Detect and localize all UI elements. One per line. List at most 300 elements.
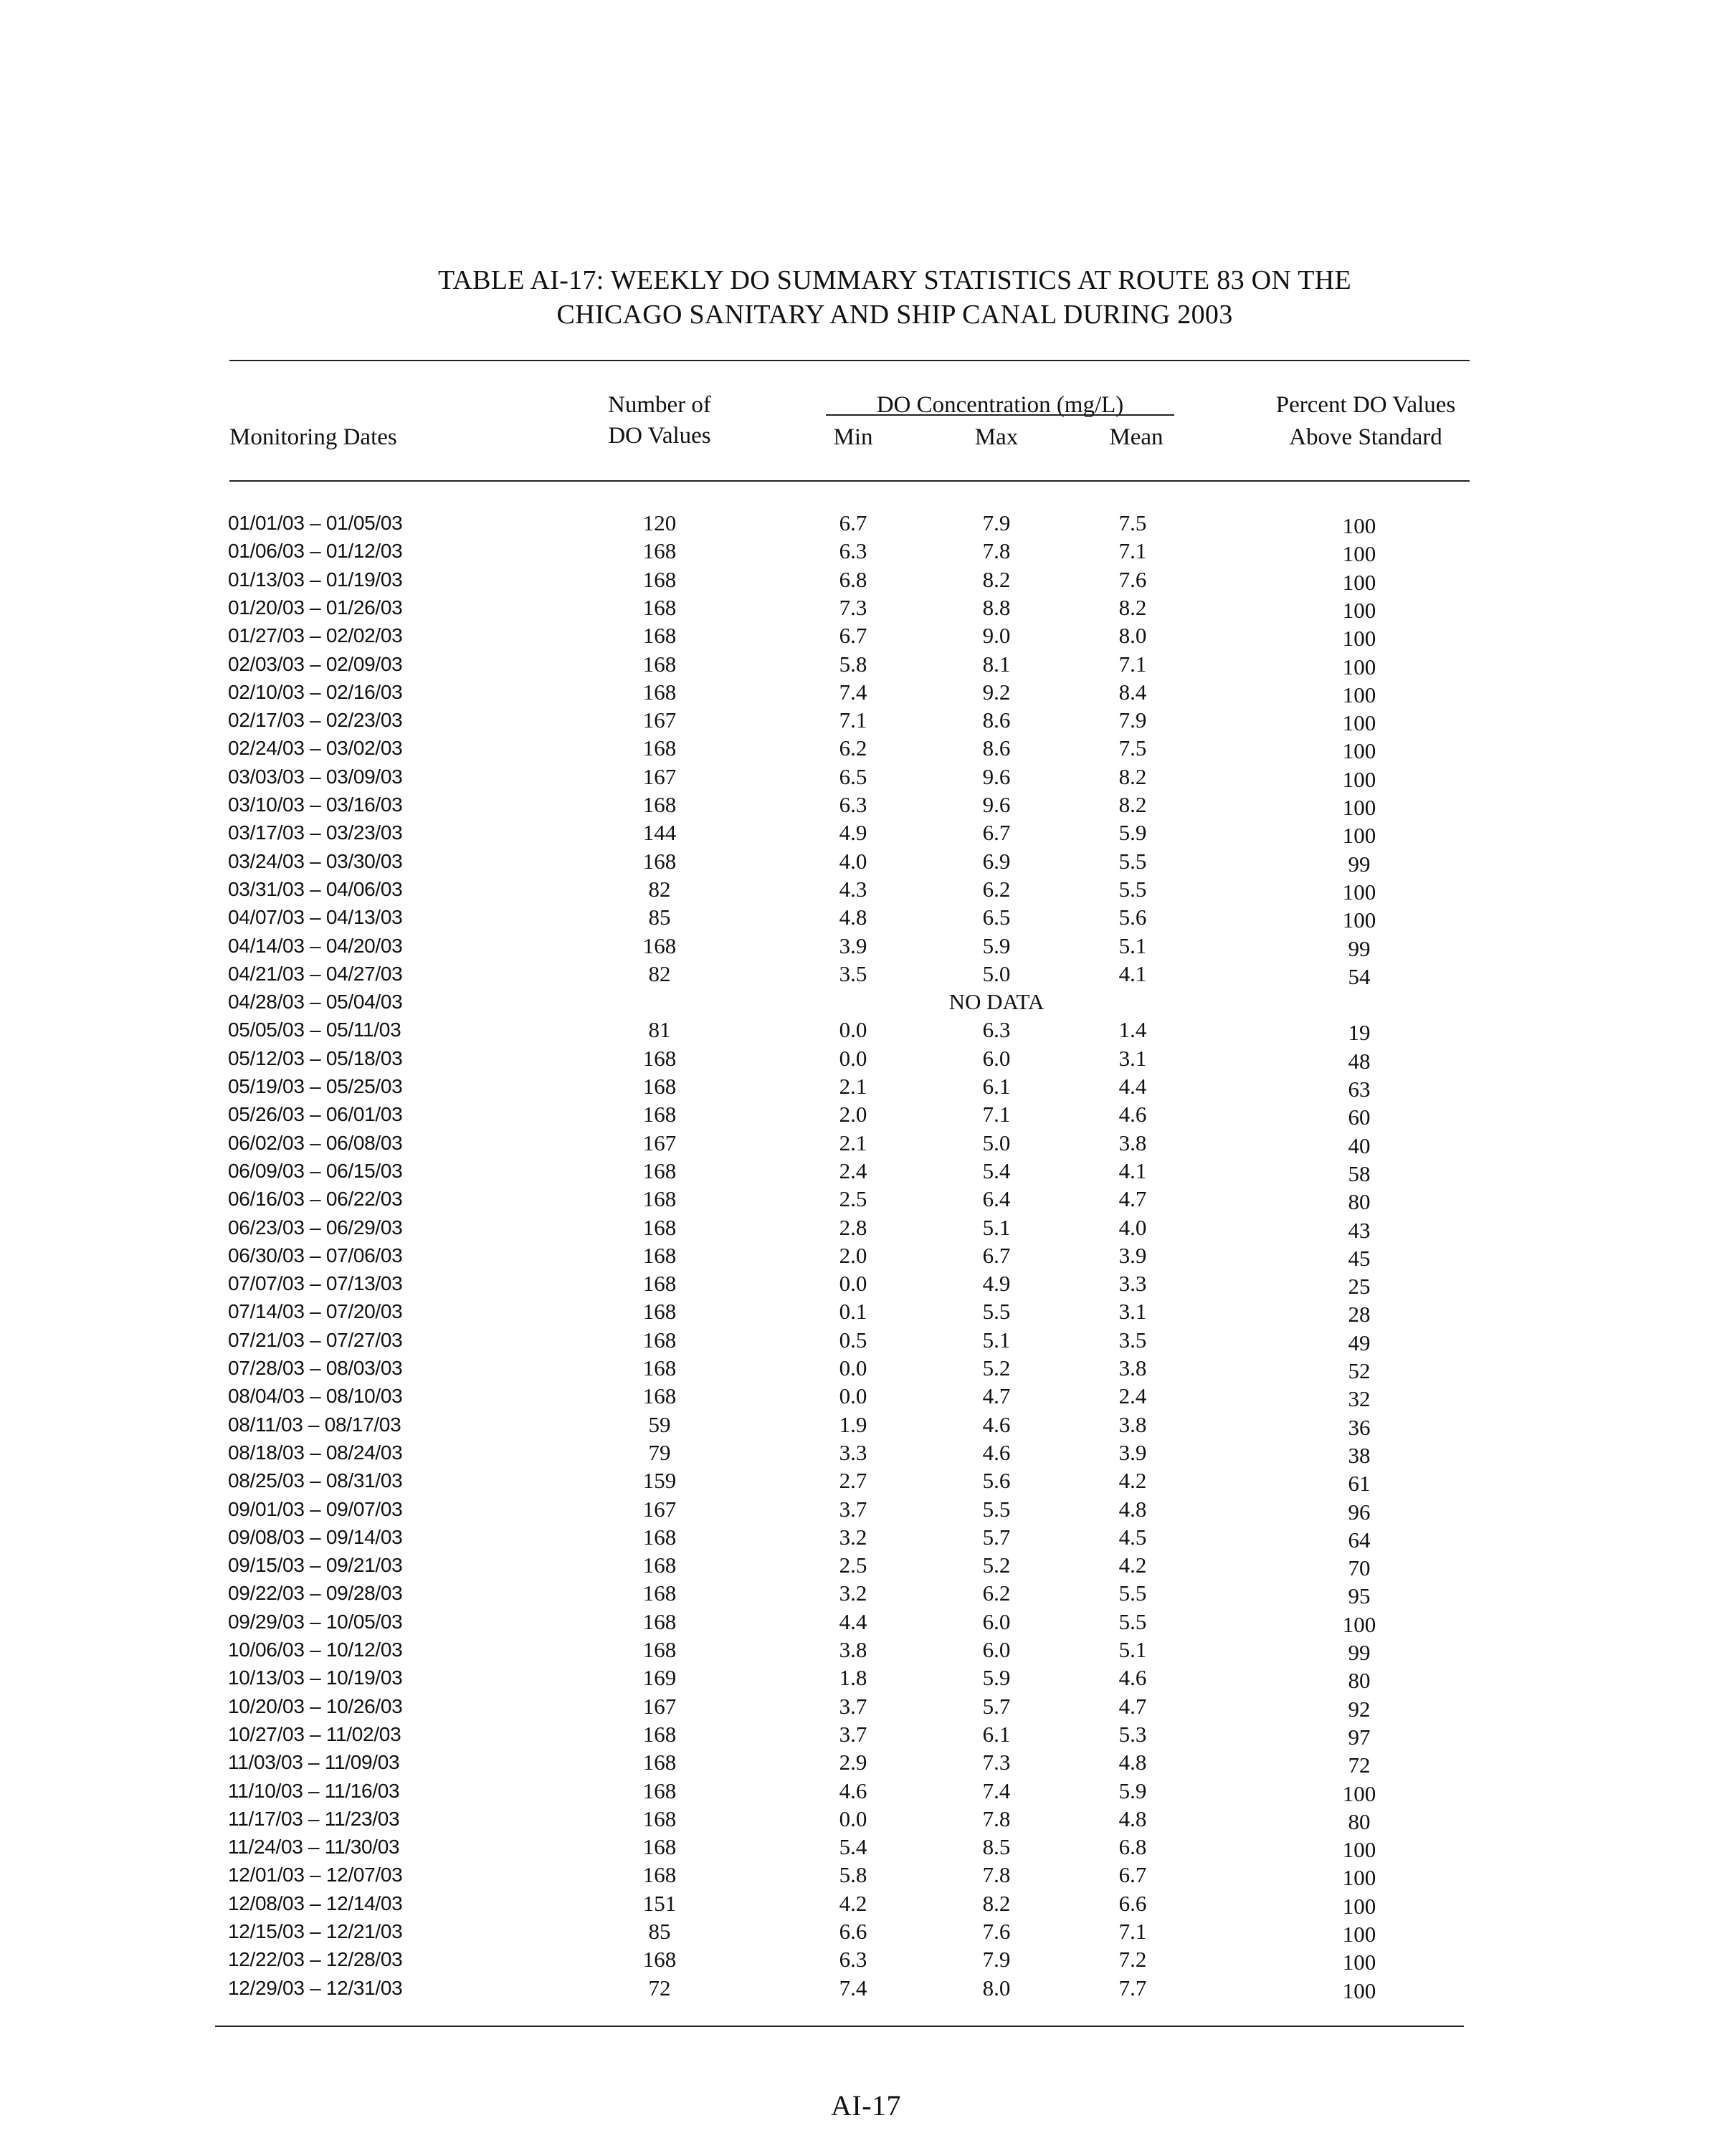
cell-percent-above-standard: 100 <box>1342 513 1376 538</box>
cell-percent-above-standard: 100 <box>1342 1837 1376 1863</box>
cell-number-of-values: 85 <box>648 1919 671 1944</box>
table-row <box>0 1129 1732 1157</box>
cell-monitoring-dates: 06/16/03 – 06/22/03 <box>228 1188 403 1211</box>
cell-monitoring-dates: 10/06/03 – 10/12/03 <box>228 1639 403 1661</box>
cell-number-of-values: 79 <box>648 1439 671 1465</box>
cell-min: 1.8 <box>839 1665 867 1691</box>
cell-mean: 1.4 <box>1118 1017 1147 1043</box>
cell-monitoring-dates: 10/13/03 – 10/19/03 <box>228 1666 403 1689</box>
cell-min: 6.7 <box>839 510 867 535</box>
cell-mean: 5.9 <box>1118 1778 1147 1803</box>
cell-percent-above-standard: 80 <box>1348 1808 1371 1834</box>
cell-min: 7.4 <box>839 1975 867 2000</box>
table-row <box>0 988 1732 1016</box>
cell-percent-above-standard: 100 <box>1342 1611 1376 1637</box>
cell-monitoring-dates: 01/13/03 – 01/19/03 <box>228 568 403 591</box>
cell-max: 9.6 <box>982 792 1011 817</box>
cell-monitoring-dates: 11/10/03 – 11/16/03 <box>228 1779 400 1802</box>
cell-max: 5.1 <box>982 1327 1011 1353</box>
header-group-underline <box>826 414 1174 416</box>
cell-mean: 5.5 <box>1118 848 1147 874</box>
cell-mean: 6.7 <box>1118 1862 1147 1888</box>
table-row <box>0 566 1732 593</box>
cell-max: 5.0 <box>982 1130 1011 1155</box>
table-row <box>0 509 1732 537</box>
table-title-line-2: CHICAGO SANITARY AND SHIP CANAL DURING 2003 <box>556 300 1233 330</box>
cell-min: 6.3 <box>839 538 867 564</box>
cell-max: 6.0 <box>982 1045 1011 1071</box>
cell-number-of-values: 120 <box>642 510 677 535</box>
cell-min: 3.3 <box>839 1439 867 1465</box>
cell-max: 8.1 <box>982 651 1011 677</box>
cell-monitoring-dates: 08/11/03 – 08/17/03 <box>228 1413 401 1436</box>
header-max: Max <box>974 424 1019 450</box>
cell-monitoring-dates: 05/26/03 – 06/01/03 <box>228 1103 403 1126</box>
cell-min: 0.0 <box>839 1271 867 1297</box>
cell-number-of-values: 167 <box>642 1496 677 1522</box>
cell-monitoring-dates: 07/21/03 – 07/27/03 <box>228 1328 403 1351</box>
cell-min: 6.8 <box>839 566 867 592</box>
table-row <box>0 734 1732 762</box>
cell-monitoring-dates: 09/15/03 – 09/21/03 <box>228 1554 403 1577</box>
cell-mean: 8.2 <box>1118 792 1147 817</box>
table-row <box>0 537 1732 565</box>
cell-mean: 4.5 <box>1118 1524 1147 1550</box>
cell-percent-above-standard: 40 <box>1348 1132 1371 1158</box>
cell-percent-above-standard: 100 <box>1342 626 1376 652</box>
cell-min: 2.5 <box>839 1186 867 1212</box>
cell-max: 8.2 <box>982 566 1011 592</box>
table-row <box>0 847 1732 875</box>
header-do-values: DO Values <box>608 423 711 449</box>
cell-mean: 6.8 <box>1118 1834 1147 1860</box>
cell-mean: 4.8 <box>1118 1496 1147 1522</box>
cell-max: 7.1 <box>982 1102 1011 1127</box>
cell-mean: 7.1 <box>1118 651 1147 677</box>
cell-percent-above-standard: 49 <box>1348 1330 1371 1355</box>
cell-min: 2.0 <box>839 1102 867 1127</box>
cell-number-of-values: 168 <box>642 1834 677 1860</box>
cell-monitoring-dates: 03/24/03 – 03/30/03 <box>228 849 403 872</box>
table-row <box>0 1805 1732 1833</box>
cell-number-of-values: 168 <box>642 1637 677 1662</box>
cell-min: 6.7 <box>839 623 867 649</box>
cell-min: 5.8 <box>839 651 867 677</box>
cell-number-of-values: 167 <box>642 763 677 789</box>
cell-min: 7.1 <box>839 707 867 733</box>
cell-percent-above-standard: 70 <box>1348 1555 1371 1581</box>
cell-mean: 5.5 <box>1118 1608 1147 1634</box>
cell-min: 2.4 <box>839 1158 867 1183</box>
cell-min: 5.8 <box>839 1862 867 1888</box>
cell-mean: 4.7 <box>1118 1693 1147 1719</box>
cell-percent-above-standard: 100 <box>1342 766 1376 792</box>
cell-number-of-values: 168 <box>642 1580 677 1606</box>
cell-mean: 5.5 <box>1118 876 1147 902</box>
cell-number-of-values: 168 <box>642 538 677 564</box>
cell-percent-above-standard: 100 <box>1342 654 1376 679</box>
cell-mean: 7.5 <box>1118 735 1147 761</box>
table-row <box>0 1439 1732 1466</box>
cell-number-of-values: 169 <box>642 1665 677 1691</box>
cell-percent-above-standard: 92 <box>1348 1696 1371 1722</box>
cell-min: 4.8 <box>839 905 867 930</box>
table-row <box>0 1551 1732 1579</box>
cell-number-of-values: 59 <box>648 1411 671 1437</box>
cell-min: 7.4 <box>839 679 867 705</box>
cell-min: 3.5 <box>839 960 867 986</box>
cell-monitoring-dates: 02/24/03 – 03/02/03 <box>228 737 403 760</box>
cell-max: 6.0 <box>982 1608 1011 1634</box>
cell-percent-above-standard: 100 <box>1342 1922 1376 1947</box>
cell-max: 4.6 <box>982 1411 1011 1437</box>
cell-percent-above-standard: 100 <box>1342 597 1376 623</box>
cell-min: 0.1 <box>839 1299 867 1325</box>
table-row <box>0 706 1732 734</box>
cell-number-of-values: 168 <box>642 1862 677 1888</box>
cell-percent-above-standard: 60 <box>1348 1105 1371 1130</box>
cell-percent-above-standard: 80 <box>1348 1668 1371 1694</box>
table-row <box>0 791 1732 819</box>
cell-max: 5.0 <box>982 960 1011 986</box>
cell-max: 7.8 <box>982 1806 1011 1831</box>
cell-max: 7.9 <box>982 1947 1011 1973</box>
table-row <box>0 960 1732 988</box>
cell-number-of-values: 168 <box>642 932 677 958</box>
cell-min: 0.0 <box>839 1806 867 1831</box>
cell-max: 7.3 <box>982 1750 1011 1775</box>
cell-monitoring-dates: 02/17/03 – 02/23/03 <box>228 709 403 732</box>
cell-percent-above-standard: 100 <box>1342 1950 1376 1975</box>
cell-mean: 8.2 <box>1118 763 1147 789</box>
cell-monitoring-dates: 04/21/03 – 04/27/03 <box>228 962 403 985</box>
cell-percent-above-standard: 32 <box>1348 1386 1371 1412</box>
cell-mean: 5.9 <box>1118 820 1147 846</box>
cell-mean: 8.0 <box>1118 623 1147 649</box>
cell-mean: 3.8 <box>1118 1411 1147 1437</box>
cell-mean: 5.1 <box>1118 932 1147 958</box>
cell-mean: 4.1 <box>1118 960 1147 986</box>
table-row <box>0 1297 1732 1325</box>
table-row <box>0 1523 1732 1551</box>
page-number: AI-17 <box>830 2089 902 2122</box>
cell-monitoring-dates: 06/09/03 – 06/15/03 <box>228 1159 403 1182</box>
cell-percent-above-standard: 80 <box>1348 1189 1371 1215</box>
cell-percent-above-standard: 38 <box>1348 1442 1371 1468</box>
table-row <box>0 903 1732 931</box>
header-above-standard: Above Standard <box>1289 424 1442 450</box>
cell-max: 9.6 <box>982 763 1011 789</box>
table-row <box>0 819 1732 849</box>
cell-monitoring-dates: 09/08/03 – 09/14/03 <box>228 1525 403 1548</box>
cell-percent-above-standard: 54 <box>1348 963 1371 989</box>
cell-monitoring-dates: 03/03/03 – 03/09/03 <box>228 765 403 788</box>
cell-number-of-values: 168 <box>642 1806 677 1831</box>
cell-percent-above-standard: 61 <box>1348 1471 1371 1497</box>
cell-number-of-values: 168 <box>642 1158 677 1183</box>
cell-max: 6.0 <box>982 1637 1011 1662</box>
header-do-concentration: DO Concentration (mg/L) <box>876 392 1124 418</box>
table-row <box>0 1016 1732 1044</box>
cell-mean: 4.6 <box>1118 1665 1147 1691</box>
cell-min: 6.5 <box>839 763 867 789</box>
table-row <box>0 1664 1732 1692</box>
cell-max: 8.6 <box>982 707 1011 733</box>
table-row <box>0 875 1732 903</box>
cell-max: 6.1 <box>982 1074 1011 1099</box>
cell-mean: 5.5 <box>1118 1580 1147 1606</box>
table-row <box>0 1636 1732 1664</box>
cell-percent-above-standard: 100 <box>1342 1865 1376 1891</box>
cell-mean: 4.8 <box>1118 1806 1147 1831</box>
cell-min: 6.6 <box>839 1919 867 1944</box>
cell-monitoring-dates: 01/01/03 – 01/05/03 <box>228 512 403 534</box>
cell-max: 7.6 <box>982 1919 1011 1944</box>
cell-max: 5.2 <box>982 1355 1011 1380</box>
cell-mean: 7.6 <box>1118 566 1147 592</box>
table-top-rule <box>229 360 1470 361</box>
cell-number-of-values: 168 <box>642 848 677 874</box>
cell-min: 4.3 <box>839 876 867 902</box>
table-title-line-1: TABLE AI-17: WEEKLY DO SUMMARY STATISTICS AT ROUTE 83 ON THE <box>437 265 1352 295</box>
cell-mean: 5.1 <box>1118 1637 1147 1662</box>
cell-mean: 6.6 <box>1118 1890 1147 1916</box>
cell-min: 3.9 <box>839 932 867 958</box>
cell-number-of-values: 168 <box>642 623 677 649</box>
cell-mean: 7.1 <box>1118 1919 1147 1944</box>
cell-percent-above-standard: 97 <box>1348 1724 1371 1750</box>
cell-percent-above-standard: 19 <box>1348 1020 1371 1046</box>
header-percent-do-values: Percent DO Values <box>1275 392 1456 418</box>
cell-max: 5.9 <box>982 932 1011 958</box>
cell-min: 0.0 <box>839 1355 867 1380</box>
cell-number-of-values: 82 <box>648 876 671 902</box>
cell-number-of-values: 167 <box>642 707 677 733</box>
table-header-rule <box>229 480 1470 482</box>
table-bottom-rule <box>215 2026 1464 2027</box>
cell-number-of-values: 168 <box>642 1045 677 1071</box>
cell-percent-above-standard: 100 <box>1342 738 1376 764</box>
cell-min: 2.9 <box>839 1750 867 1775</box>
cell-monitoring-dates: 11/17/03 – 11/23/03 <box>228 1807 400 1830</box>
cell-max: 5.5 <box>982 1299 1011 1325</box>
cell-mean: 7.9 <box>1118 707 1147 733</box>
cell-number-of-values: 168 <box>642 1721 677 1747</box>
cell-mean: 3.3 <box>1118 1271 1147 1297</box>
cell-number-of-values: 168 <box>642 1242 677 1268</box>
cell-mean: 4.2 <box>1118 1552 1147 1578</box>
cell-number-of-values: 168 <box>642 594 677 620</box>
cell-percent-above-standard: 45 <box>1348 1245 1371 1271</box>
cell-mean: 7.5 <box>1118 510 1147 535</box>
cell-max: 6.4 <box>982 1186 1011 1212</box>
cell-mean: 4.1 <box>1118 1158 1147 1183</box>
cell-min: 1.9 <box>839 1411 867 1437</box>
cell-mean: 3.1 <box>1118 1299 1147 1325</box>
table-row <box>0 1579 1732 1607</box>
cell-monitoring-dates: 03/17/03 – 03/23/03 <box>228 821 403 844</box>
cell-no-data: NO DATA <box>948 989 1045 1015</box>
cell-mean: 8.2 <box>1118 594 1147 620</box>
cell-min: 3.7 <box>839 1496 867 1522</box>
cell-max: 6.1 <box>982 1721 1011 1747</box>
cell-max: 6.3 <box>982 1017 1011 1043</box>
cell-percent-above-standard: 100 <box>1342 795 1376 820</box>
cell-max: 5.1 <box>982 1214 1011 1240</box>
cell-mean: 3.1 <box>1118 1045 1147 1071</box>
cell-number-of-values: 167 <box>642 1130 677 1155</box>
cell-max: 7.4 <box>982 1778 1011 1803</box>
cell-max: 6.7 <box>982 820 1011 846</box>
cell-mean: 4.2 <box>1118 1468 1147 1494</box>
cell-number-of-values: 168 <box>642 1750 677 1775</box>
header-number-of: Number of <box>608 392 711 418</box>
cell-monitoring-dates: 08/25/03 – 08/31/03 <box>228 1469 403 1492</box>
cell-monitoring-dates: 07/28/03 – 08/03/03 <box>228 1357 403 1379</box>
cell-min: 3.7 <box>839 1693 867 1719</box>
cell-mean: 3.8 <box>1118 1130 1147 1155</box>
cell-min: 4.4 <box>839 1608 867 1634</box>
table-row <box>0 1495 1732 1523</box>
cell-number-of-values: 168 <box>642 566 677 592</box>
cell-mean: 5.6 <box>1118 905 1147 930</box>
header-monitoring-dates: Monitoring Dates <box>229 424 397 450</box>
cell-max: 4.6 <box>982 1439 1011 1465</box>
cell-monitoring-dates: 05/05/03 – 05/11/03 <box>228 1019 401 1041</box>
cell-percent-above-standard: 58 <box>1348 1160 1371 1186</box>
cell-max: 8.0 <box>982 1975 1011 2000</box>
cell-max: 5.6 <box>982 1468 1011 1494</box>
table-row <box>0 1748 1732 1776</box>
cell-percent-above-standard: 99 <box>1348 935 1371 961</box>
cell-mean: 4.4 <box>1118 1074 1147 1099</box>
cell-number-of-values: 85 <box>648 905 671 930</box>
cell-monitoring-dates: 04/14/03 – 04/20/03 <box>228 934 403 957</box>
cell-percent-above-standard: 100 <box>1342 879 1376 905</box>
table-row <box>0 1382 1732 1410</box>
cell-percent-above-standard: 100 <box>1342 1893 1376 1919</box>
cell-max: 6.2 <box>982 1580 1011 1606</box>
cell-number-of-values: 81 <box>648 1017 671 1043</box>
table-row <box>0 1777 1732 1805</box>
cell-min: 3.8 <box>839 1637 867 1662</box>
cell-mean: 8.4 <box>1118 679 1147 705</box>
cell-number-of-values: 168 <box>642 1299 677 1325</box>
cell-monitoring-dates: 07/07/03 – 07/13/03 <box>228 1272 403 1295</box>
cell-max: 8.6 <box>982 735 1011 761</box>
cell-monitoring-dates: 06/02/03 – 06/08/03 <box>228 1131 403 1154</box>
cell-max: 6.7 <box>982 1242 1011 1268</box>
table-row <box>0 1213 1732 1241</box>
table-row <box>0 1974 1732 2002</box>
cell-monitoring-dates: 07/14/03 – 07/20/03 <box>228 1300 403 1323</box>
table-row <box>0 763 1732 791</box>
cell-monitoring-dates: 06/23/03 – 06/29/03 <box>228 1216 403 1239</box>
cell-number-of-values: 72 <box>648 1975 671 2000</box>
cell-number-of-values: 167 <box>642 1693 677 1719</box>
cell-monitoring-dates: 02/03/03 – 02/09/03 <box>228 652 403 675</box>
cell-max: 5.9 <box>982 1665 1011 1691</box>
cell-percent-above-standard: 63 <box>1348 1077 1371 1102</box>
cell-min: 6.2 <box>839 735 867 761</box>
cell-mean: 5.3 <box>1118 1721 1147 1747</box>
cell-min: 0.5 <box>839 1327 867 1353</box>
table-row <box>0 621 1732 652</box>
cell-min: 0.0 <box>839 1383 867 1409</box>
cell-monitoring-dates: 02/10/03 – 02/16/03 <box>228 680 403 703</box>
cell-monitoring-dates: 01/20/03 – 01/26/03 <box>228 596 403 619</box>
cell-mean: 4.8 <box>1118 1750 1147 1775</box>
cell-percent-above-standard: 36 <box>1348 1414 1371 1440</box>
cell-percent-above-standard: 100 <box>1342 1780 1376 1806</box>
cell-max: 5.5 <box>982 1496 1011 1522</box>
cell-percent-above-standard: 48 <box>1348 1048 1371 1074</box>
cell-monitoring-dates: 01/06/03 – 01/12/03 <box>228 540 403 563</box>
cell-number-of-values: 168 <box>642 1186 677 1212</box>
cell-number-of-values: 151 <box>642 1890 677 1916</box>
cell-min: 4.2 <box>839 1890 867 1916</box>
table-row <box>0 1072 1732 1100</box>
cell-min: 2.1 <box>839 1074 867 1099</box>
cell-percent-above-standard: 25 <box>1348 1274 1371 1299</box>
cell-monitoring-dates: 03/10/03 – 03/16/03 <box>228 793 403 816</box>
cell-monitoring-dates: 10/27/03 – 11/02/03 <box>228 1722 401 1745</box>
table-row <box>0 1157 1732 1185</box>
cell-max: 5.7 <box>982 1524 1011 1550</box>
cell-mean: 3.8 <box>1118 1355 1147 1380</box>
cell-min: 3.2 <box>839 1580 867 1606</box>
cell-number-of-values: 168 <box>642 1524 677 1550</box>
cell-max: 5.7 <box>982 1693 1011 1719</box>
cell-number-of-values: 168 <box>642 651 677 677</box>
cell-monitoring-dates: 08/18/03 – 08/24/03 <box>228 1441 403 1464</box>
cell-monitoring-dates: 04/28/03 – 05/04/03 <box>228 991 403 1013</box>
cell-percent-above-standard: 64 <box>1348 1527 1371 1552</box>
table-row <box>0 650 1732 678</box>
cell-min: 0.0 <box>839 1045 867 1071</box>
cell-min: 6.3 <box>839 1947 867 1973</box>
cell-number-of-values: 168 <box>642 1778 677 1803</box>
cell-max: 9.2 <box>982 679 1011 705</box>
cell-monitoring-dates: 10/20/03 – 10/26/03 <box>228 1694 403 1717</box>
cell-min: 2.5 <box>839 1552 867 1578</box>
cell-number-of-values: 168 <box>642 679 677 705</box>
cell-max: 4.7 <box>982 1383 1011 1409</box>
cell-max: 7.8 <box>982 538 1011 564</box>
cell-monitoring-dates: 12/08/03 – 12/14/03 <box>228 1892 403 1914</box>
cell-number-of-values: 82 <box>648 960 671 986</box>
cell-monitoring-dates: 12/22/03 – 12/28/03 <box>228 1948 403 1971</box>
table-row <box>0 1185 1732 1213</box>
cell-min: 3.2 <box>839 1524 867 1550</box>
cell-number-of-values: 168 <box>642 1074 677 1099</box>
cell-percent-above-standard: 100 <box>1342 1978 1376 2003</box>
cell-mean: 3.9 <box>1118 1242 1147 1268</box>
cell-min: 2.7 <box>839 1468 867 1494</box>
cell-mean: 4.6 <box>1118 1102 1147 1127</box>
cell-monitoring-dates: 11/24/03 – 11/30/03 <box>228 1836 400 1859</box>
cell-monitoring-dates: 03/31/03 – 04/06/03 <box>228 877 403 900</box>
cell-percent-above-standard: 100 <box>1342 710 1376 736</box>
cell-monitoring-dates: 08/04/03 – 08/10/03 <box>228 1385 403 1408</box>
table-row <box>0 1861 1732 1889</box>
cell-number-of-values: 168 <box>642 735 677 761</box>
table-row <box>0 1100 1732 1128</box>
table-row <box>0 1326 1732 1354</box>
cell-max: 6.9 <box>982 848 1011 874</box>
cell-max: 8.2 <box>982 1890 1011 1916</box>
cell-min: 5.4 <box>839 1834 867 1860</box>
